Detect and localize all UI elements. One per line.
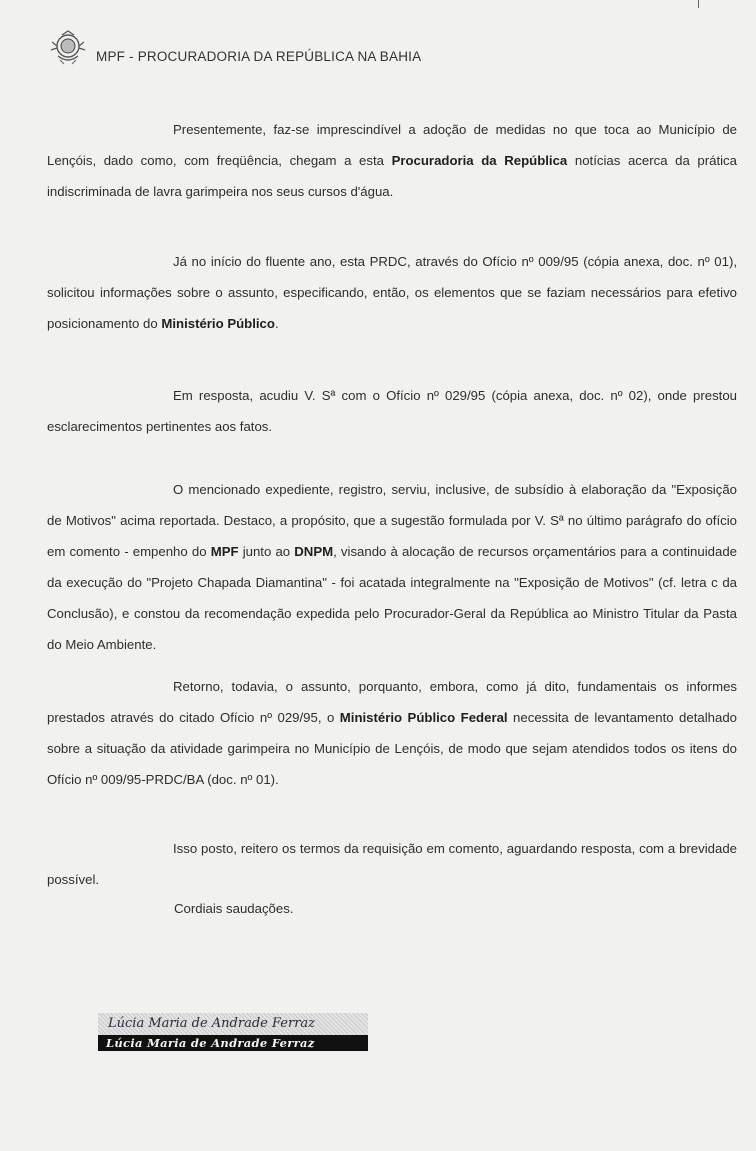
bold-text: MPF bbox=[210, 544, 239, 559]
paragraph-text: , visando à alocação de recursos orçamentários para a continuidade da execução do "Projeto Chapada Diamantina" - foi acatada integralmente na "Exposição de Motivos" (cf. letra c da Conclusão), e constou da recomendação expedida pelo Procurador-Geral da República ao Ministro Titular da Pasta do Meio Ambiente. bbox=[47, 544, 737, 652]
signature-block bbox=[98, 1013, 368, 1051]
paragraph-text: . bbox=[274, 316, 279, 331]
paragraph-text: junto ao bbox=[238, 544, 295, 559]
handwritten-signature: Lúcia Maria de Andrade Ferraz bbox=[98, 1013, 368, 1035]
coat-of-arms-icon bbox=[48, 30, 94, 70]
bold-text: Procuradoria da República bbox=[391, 153, 568, 168]
paragraph-3 bbox=[47, 380, 737, 442]
paragraph-text: O mencionado expediente, registro, serviu, inclusive, de subsídio à elaboração da "Exposição de Motivos" acima reportada. Destaco, a propósito, que a sugestão formulada por V. Sª no último parágrafo do ofício em comento - empenho do bbox=[47, 482, 737, 559]
paragraph-text: notícias acerca da prática indiscriminada de lavra garimpeira nos seus cursos d'água. bbox=[47, 153, 737, 199]
paragraph-text: necessita de levantamento detalhado sobre a situação da atividade garimpeira no Município de Lençóis, de modo que sejam atendidos todos os itens do Ofício nº 009/95-PRDC/BA (doc. nº 01). bbox=[47, 710, 737, 787]
paragraph-text: Em resposta, acudiu V. Sª com o Ofício nº 029/95 (cópia anexa, doc. nº 02), onde prestou esclarecimentos pertinentes aos fatos. bbox=[47, 388, 737, 434]
paragraph-6 bbox=[47, 833, 737, 895]
scan-mark bbox=[698, 0, 699, 8]
paragraph-4 bbox=[47, 474, 737, 660]
paragraph-text: Presentemente, faz-se imprescindível a adoção de medidas no que toca ao Município de Lençóis, dado como, com freqüência, chegam a esta bbox=[47, 122, 737, 168]
paragraph-text: Isso posto, reitero os termos da requisição em comento, aguardando resposta, com a brevidade possível. bbox=[47, 841, 737, 887]
paragraph-text: Já no início do fluente ano, esta PRDC, através do Ofício nº 009/95 (cópia anexa, doc. nº 01), solicitou informações sobre o assunto, especificando, então, os elementos que se faziam necessários para efetivo posicionamento do bbox=[47, 254, 737, 331]
signature-stamp-name: Lúcia Maria de Andrade Ferraz bbox=[98, 1035, 368, 1051]
paragraph-1 bbox=[47, 114, 737, 207]
paragraph-text: Retorno, todavia, o assunto, porquanto, embora, como já dito, fundamentais os informes prestados através do citado Ofício nº 029/95, o bbox=[47, 679, 737, 725]
paragraph-5 bbox=[47, 671, 737, 795]
letterhead bbox=[48, 30, 421, 70]
letterhead-title: MPF - PROCURADORIA DA REPÚBLICA NA BAHIA bbox=[96, 49, 422, 64]
paragraph-2 bbox=[47, 246, 737, 339]
bold-text: Ministério Público bbox=[161, 316, 275, 331]
bold-text: Ministério Público Federal bbox=[339, 710, 508, 725]
bold-text: DNPM bbox=[294, 544, 334, 559]
closing-salutation: Cordiais saudações. bbox=[174, 901, 294, 916]
